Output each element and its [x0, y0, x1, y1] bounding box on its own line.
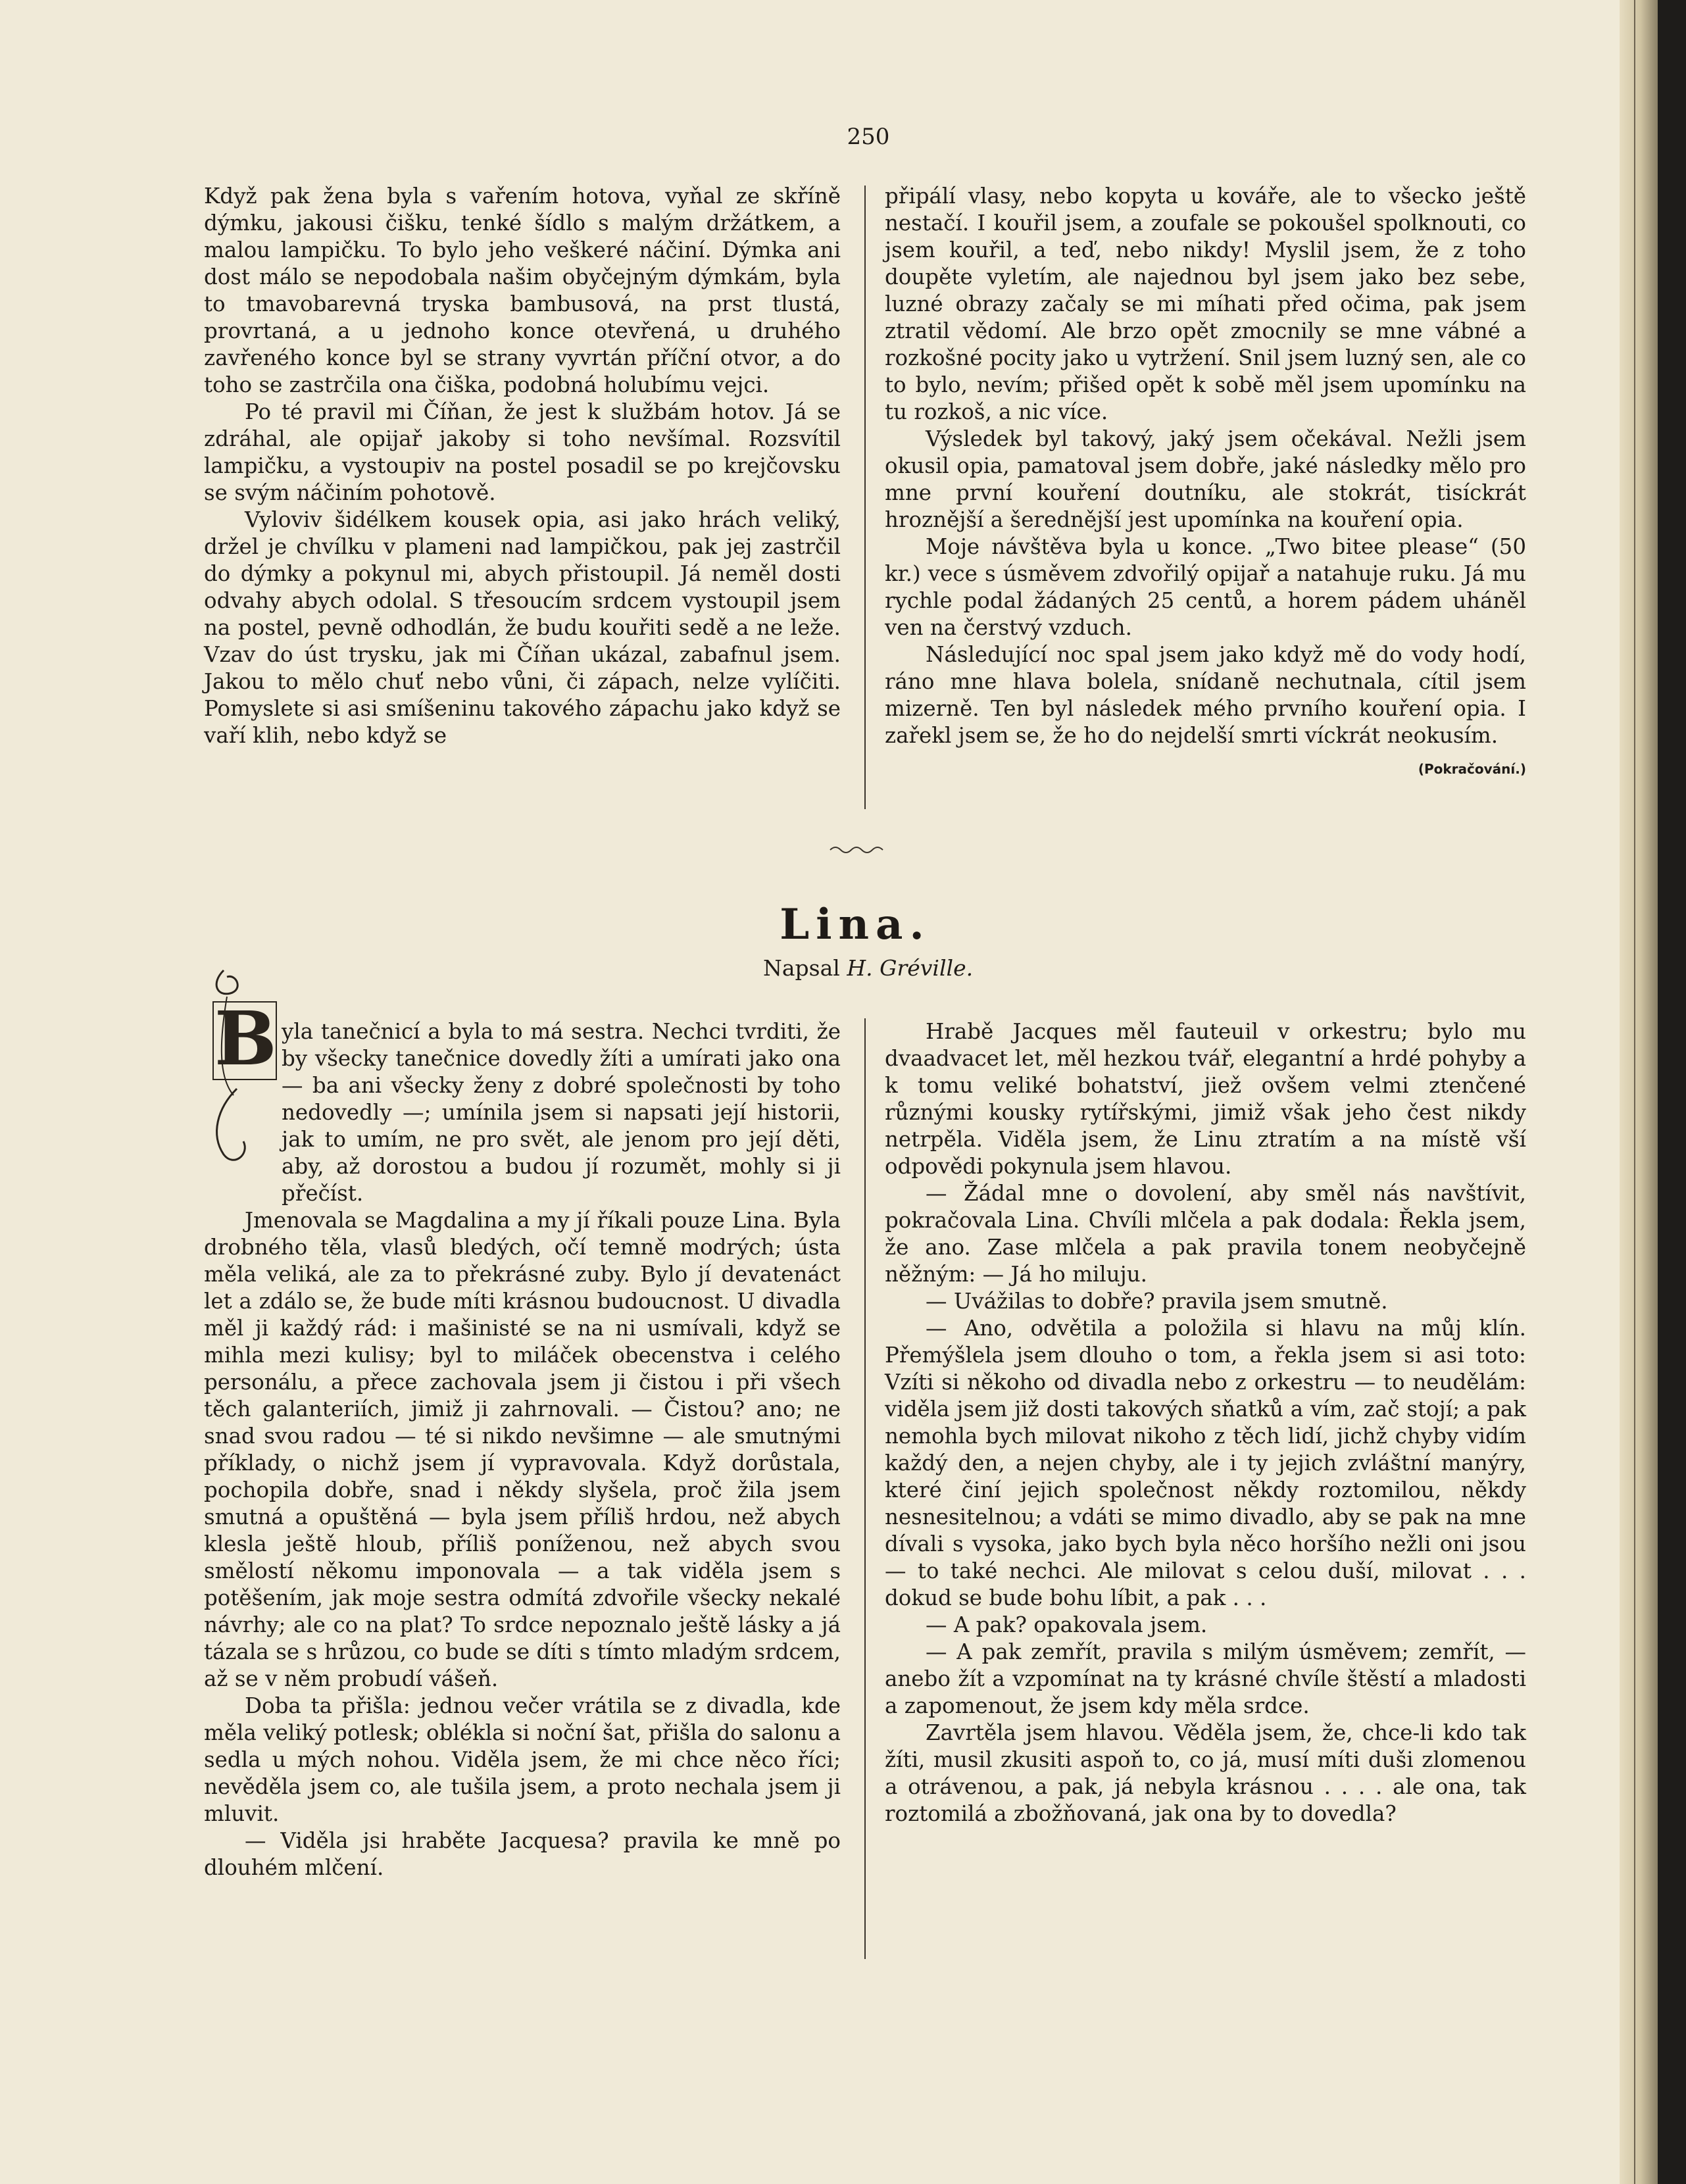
paragraph: Vyloviv šidélkem kousek opia, asi jako hrách veliký, držel je chvílku v plameni nad lampičkou, pak jej zastrčil do dýmky a pokynul mi, abych přistoupil. Já neměl dosti odvahy abych odolal. S třesoucím srdcem vystoupil jsem na postel, pevně odhodlán, že budu kouřiti sedě a ne leže. Vzav do úst trysku, jak mi Číňan ukázal, zabafnul jsem. Jakou to mělo chuť nebo vůni, či zápach, nelze vylíčiti. Pomyslete si asi smíšeninu takového zápachu jako když se vaří klih, nebo když se — [204, 507, 841, 748]
paragraph: připálí vlasy, nebo kopyta u kováře, ale to všecko ještě nestačí. I kouřil jsem, a zoufale se pokoušel spolknouti, co jsem kouřil, a teď, nebo nikdy! Myslil jsem, že z toho doupěte vyletím, ale najednou byl jsem jako bez sebe, luzné obrazy začaly se mi míhati před očima, pak jsem ztratil vědomí. Ale brzo opět zmocnily se mne vábné a rozkošné pocity jako u vytržení. Snil jsem luzný sen, ale co to bylo, nevím; přišed opět k sobě měl jsem upomínku na tu rozkoš, a nic více. — [885, 184, 1526, 424]
paragraph-text: Následující noc spal jsem jako když mě do vody hodí, ráno mne hlava bolela, snídaně nechutnala, cítil jsem mizerně. Ten byl následek mého prvního kouření opia. I zařekl jsem se, že ho do nejdelší smrti víckrát neokusím. — [885, 642, 1526, 748]
column-top-left — [204, 183, 841, 749]
column-divider — [864, 1018, 866, 1959]
paragraph: Doba ta přišla: jednou večer vrátila se z divadla, kde měla veliký potlesk; oblékla si noční šat, přišla do salonu a sedla u mých nohou. Viděla jsem, že mi chce něco říci; nevěděla jsem co, ale tušila jsem, a proto nechala jsem ji mluvit. — [204, 1693, 841, 1826]
page-edge — [1620, 0, 1658, 2184]
paragraph: Hrabě Jacques měl fauteuil v orkestru; bylo mu dvaadvacet let, měl hezkou tvář, elegantní a hrdé pohyby a k tomu veliké bohatství, jiež ovšem velmi ztenčené různými kousky rytířskými, jimiž však jeho čest nikdy netrpěla. Viděla jsem, že Linu ztratím a na místě vší odpovědi pokynula jsem hlavou. — [885, 1019, 1526, 1179]
paragraph: — A pak zemřít, pravila s milým úsměvem; zemřít, — anebo žít a vzpomínat na ty krásné chvíle štěstí a mladosti a zapomenout, že jsem kdy měla srdce. — [885, 1639, 1526, 1718]
paragraph: Zavrtěla jsem hlavou. Věděla jsem, že, chce-li kdo tak žíti, musil zkusiti aspoň to, co já, musí míti duši zlomenou a otrávenou, a pak, já nebyla krásnou . . . . ale ona, tak roztomilá a zbožňovaná, jak ona by to dovedla? — [885, 1720, 1526, 1826]
column-bottom-right — [885, 1018, 1526, 1827]
drop-cap-letter: B — [214, 996, 277, 1082]
paragraph: Jmenovala se Magdalina a my jí říkali pouze Lina. Byla drobného těla, vlasů bledých, očí temně modrých; ústa měla veliká, ale za to překrásné zuby. Bylo jí devatenáct let a zdálo se, že bude míti krásnou budoucnost. U divadla měl ji každý rád: i mašinisté se na ni usmívali, když se mihla mezi kulisy; byl to miláček obecenstva i celého personálu, a přece zachovala jsem ji čistou i při všech těch galanteriích, jimiž ji zahrnovali. — Čistou? ano; ne snad svou radou — té si nikdo nevšimne — ale smutnými příklady, o nichž jsem jí vypravovala. Když dorůstala, pochopila dobře, snad i někdy slyšela, proč žila jsem smutná a opuštěná — byla jsem příliš hrdou, než abych klesla ještě hloub, příliš poníženou, než abych svou smělostí někomu imponovala — a tak viděla jsem s potěšením, jak moje sestra odmítá zdvořile všecky nekalé návrhy; ale co na plat? To srdce nepoznalo ještě lásky a já tázala se s hrůzou, co bude se díti s tímto mladým srdcem, až se v něm probudí vášeň. — [204, 1208, 841, 1691]
paragraph: — A pak? opakovala jsem. — [926, 1612, 1208, 1637]
page-number: 250 — [847, 124, 890, 150]
paragraph: yla tanečnicí a byla to má sestra. Nechci tvrditi, že by všecky tanečnice dovedly žíti a umírati jako ona — ba ani všecky ženy z dobré společnosti by toho nedovedly —; umínila jsem si napsati její historii, jak to umím, ne pro svět, ale jenom pro její děti, aby, až dorostou a budou jí rozumět, mohly si ji přečíst. — [282, 1019, 841, 1206]
column-divider — [864, 186, 866, 809]
paragraph: — Ano, odvětila a položila si hlavu na můj klín. Přemýšlela jsem dlouho o tom, a řekla jsem si asi toto: Vzíti si někoho od divadla nebo z orkestru — to neudělám: viděla jsem již dosti takových sňatků a vím, zač stojí; a pak nemohla bych milovat nikoho z těch lidí, jichž chyby vidím každý den, a nejen chyby, ale i ty jejich zvláštní manýry, které činí jejich společnost někdy roztomilou, někdy nesnesitelnou; a vdáti se mimo divadlo, aby se pak na mne dívali s vysoka, jako bych byla něco horšího nežli oni jsou — to také nechci. Ale milovat s celou duší, milovat . . . dokud se bude bohu líbit, a pak . . . — [885, 1316, 1526, 1610]
paragraph: — Uvážilas to dobře? pravila jsem smutně. — [926, 1289, 1388, 1314]
column-top-right — [885, 183, 1526, 783]
paragraph: — Žádal mne o dovolení, aby směl nás navštívit, pokračovala Lina. Chvíli mlčela a pak dodala: Řekla jsem, že ano. Zase mlčela a pak pravila tonem neobyčejně něžným: — Já ho miluju. — [885, 1181, 1526, 1287]
byline — [763, 955, 1039, 981]
byline-prefix: Napsal — [763, 955, 840, 981]
paragraph — [885, 641, 1526, 777]
column-bottom-left — [204, 1018, 841, 1881]
paragraph: — Viděla jsi hraběte Jacquesa? pravila ke mně po dlouhém mlčení. — [204, 1828, 841, 1880]
byline-author: H. Gréville. — [847, 955, 974, 981]
paragraph: Výsledek byl takový, jaký jsem očekával. Nežli jsem okusil opia, pamatoval jsem dobře, jaké následky mělo pro mne první kouření doutníku, ale stokrát, tisíckrát hroznější a šerednější jest upomínka na kouření opia. — [885, 426, 1526, 532]
paragraph: Když pak žena byla s vařením hotova, vyňal ze skříně dýmku, jakousi čišku, tenké šídlo s malým držátkem, a malou lampičku. To bylo jeho veškeré náčiní. Dýmka ani dost málo se nepodobala našim obyčejným dýmkám, byla to tmavobarevná tryska bambusová, na prst tlustá, provrtaná, a u jednoho konce otevřená, u druhého zavřeného konce byl se strany vyvrtán příční otvor, a do toho se zastrčila ona čiška, podobná holubímu vejci. — [204, 184, 841, 397]
ornament-divider — [829, 842, 888, 855]
story-title: Lina. — [780, 900, 931, 949]
continued-note: (Pokračování.) — [1418, 761, 1526, 777]
paragraph: Po té pravil mi Číňan, že jest k službám hotov. Já se zdráhal, ale opijař jakoby si toho nevšímal. Rozsvítil lampičku, a vystoupiv na postel posadil se po krejčovsku se svým náčiním pohotově. — [204, 399, 841, 505]
paragraph: Moje návštěva byla u konce. „Two bitee please“ (50 kr.) vece s úsměvem zdvořilý opijař a natahuje ruku. Já mu rychle podal žádaných 25 centů, a horem pádem uháněl ven na čerstvý vzduch. — [885, 534, 1526, 640]
